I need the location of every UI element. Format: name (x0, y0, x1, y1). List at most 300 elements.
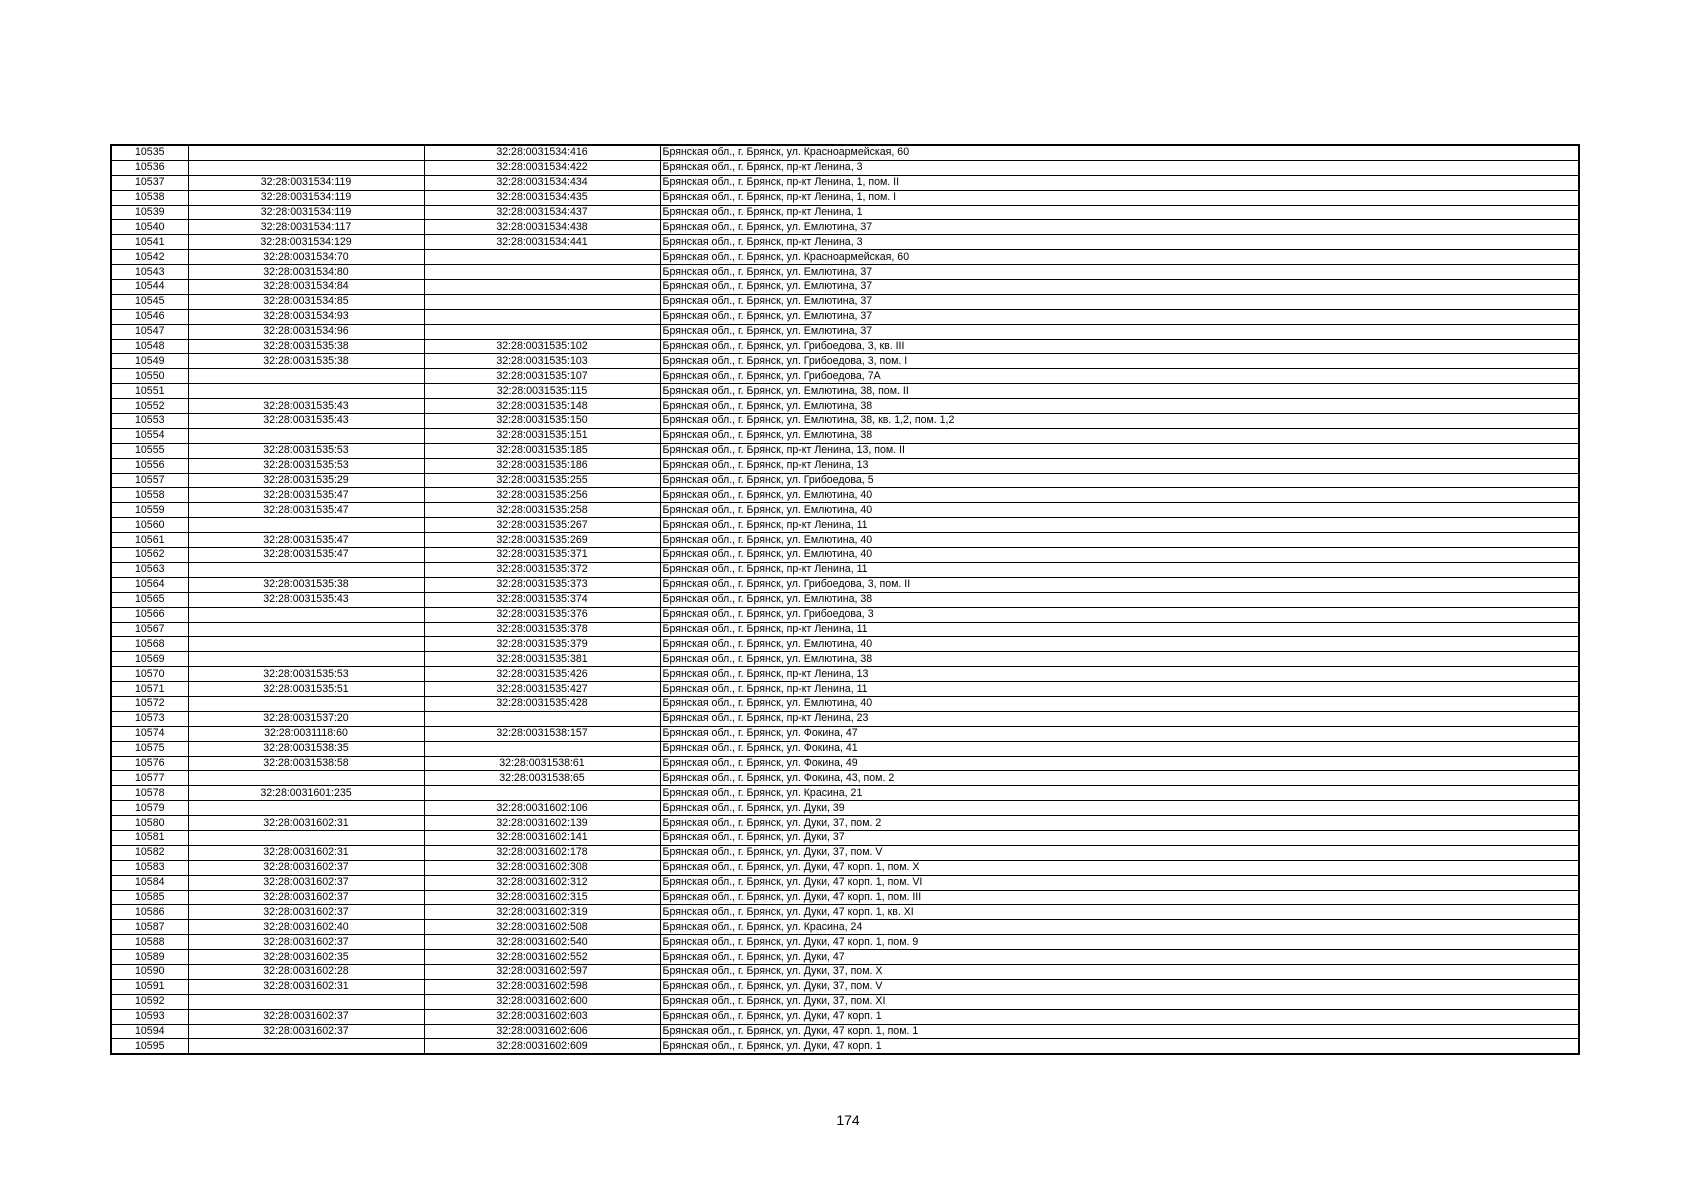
building-number-cell: 32:28:0031535:427 (424, 682, 660, 697)
parcel-number-cell: 32:28:0031534:93 (188, 309, 424, 324)
building-number-cell: 32:28:0031602:603 (424, 1009, 660, 1024)
parcel-number-cell (188, 428, 424, 443)
record-number-cell: 10579 (111, 801, 188, 816)
table-row (111, 488, 1579, 503)
parcel-number-cell: 32:28:0031602:37 (188, 860, 424, 875)
address-cell: Брянская обл., г. Брянск, ул. Грибоедова, 3, пом. I (660, 354, 1579, 369)
parcel-number-cell (188, 830, 424, 845)
table-row (111, 786, 1579, 801)
address-cell: Брянская обл., г. Брянск, ул. Емлютина, 40 (660, 533, 1579, 548)
table-row (111, 637, 1579, 652)
address-cell: Брянская обл., г. Брянск, пр-кт Ленина, 13 (660, 458, 1579, 473)
table-row (111, 280, 1579, 295)
address-cell: Брянская обл., г. Брянск, ул. Емлютина, 37 (660, 294, 1579, 309)
building-number-cell: 32:28:0031602:315 (424, 890, 660, 905)
address-cell: Брянская обл., г. Брянск, ул. Красноармейская, 60 (660, 250, 1579, 265)
parcel-number-cell: 32:28:0031538:58 (188, 756, 424, 771)
table-row (111, 428, 1579, 443)
record-number-cell: 10555 (111, 443, 188, 458)
building-number-cell (424, 711, 660, 726)
table-row (111, 145, 1579, 160)
table-row (111, 726, 1579, 741)
record-number-cell: 10584 (111, 875, 188, 890)
parcel-number-cell: 32:28:0031535:53 (188, 458, 424, 473)
table-row (111, 711, 1579, 726)
address-cell: Брянская обл., г. Брянск, ул. Емлютина, 40 (660, 548, 1579, 563)
record-number-cell: 10592 (111, 994, 188, 1009)
record-number-cell: 10570 (111, 667, 188, 682)
building-number-cell: 32:28:0031602:540 (424, 935, 660, 950)
address-cell: Брянская обл., г. Брянск, пр-кт Ленина, 1, пом. I (660, 190, 1579, 205)
record-number-cell: 10548 (111, 339, 188, 354)
record-number-cell: 10572 (111, 696, 188, 711)
address-cell: Брянская обл., г. Брянск, ул. Дуки, 37, пом. V (660, 845, 1579, 860)
building-number-cell (424, 265, 660, 280)
parcel-number-cell (188, 637, 424, 652)
table-row (111, 682, 1579, 697)
parcel-number-cell: 32:28:0031602:37 (188, 875, 424, 890)
building-number-cell: 32:28:0031535:381 (424, 652, 660, 667)
building-number-cell (424, 280, 660, 295)
address-cell: Брянская обл., г. Брянск, ул. Грибоедова, 7А (660, 369, 1579, 384)
record-number-cell: 10578 (111, 786, 188, 801)
record-number-cell: 10565 (111, 592, 188, 607)
building-number-cell: 32:28:0031534:434 (424, 175, 660, 190)
building-number-cell: 32:28:0031602:139 (424, 816, 660, 831)
table-row (111, 384, 1579, 399)
record-number-cell: 10586 (111, 905, 188, 920)
parcel-number-cell: 32:28:0031602:37 (188, 1009, 424, 1024)
address-cell: Брянская обл., г. Брянск, ул. Емлютина, 37 (660, 265, 1579, 280)
address-cell: Брянская обл., г. Брянск, ул. Емлютина, 38, кв. 1,2, пом. 1,2 (660, 414, 1579, 429)
address-cell: Брянская обл., г. Брянск, пр-кт Ленина, 11 (660, 682, 1579, 697)
building-number-cell: 32:28:0031602:308 (424, 860, 660, 875)
record-number-cell: 10544 (111, 280, 188, 295)
building-number-cell: 32:28:0031535:185 (424, 443, 660, 458)
parcel-number-cell: 32:28:0031537:20 (188, 711, 424, 726)
table-row (111, 533, 1579, 548)
address-cell: Брянская обл., г. Брянск, пр-кт Ленина, 11 (660, 562, 1579, 577)
address-cell: Брянская обл., г. Брянск, ул. Емлютина, 38 (660, 592, 1579, 607)
address-cell: Брянская обл., г. Брянск, ул. Дуки, 37, пом. X (660, 964, 1579, 979)
building-number-cell: 32:28:0031538:61 (424, 756, 660, 771)
building-number-cell: 32:28:0031535:374 (424, 592, 660, 607)
table-body (111, 145, 1579, 1054)
address-cell: Брянская обл., г. Брянск, ул. Фокина, 47 (660, 726, 1579, 741)
table-row (111, 562, 1579, 577)
address-cell: Брянская обл., г. Брянск, пр-кт Ленина, 23 (660, 711, 1579, 726)
building-number-cell: 32:28:0031602:178 (424, 845, 660, 860)
parcel-number-cell: 32:28:0031602:31 (188, 979, 424, 994)
address-cell: Брянская обл., г. Брянск, пр-кт Ленина, 1, пом. II (660, 175, 1579, 190)
address-cell: Брянская обл., г. Брянск, ул. Фокина, 49 (660, 756, 1579, 771)
address-cell: Брянская обл., г. Брянск, ул. Емлютина, 38 (660, 652, 1579, 667)
building-number-cell: 32:28:0031535:376 (424, 607, 660, 622)
parcel-number-cell: 32:28:0031601:235 (188, 786, 424, 801)
address-cell: Брянская обл., г. Брянск, пр-кт Ленина, 11 (660, 518, 1579, 533)
table-row (111, 950, 1579, 965)
table-row (111, 205, 1579, 220)
building-number-cell: 32:28:0031535:186 (424, 458, 660, 473)
table-row (111, 979, 1579, 994)
building-number-cell: 32:28:0031602:600 (424, 994, 660, 1009)
record-number-cell: 10560 (111, 518, 188, 533)
address-cell: Брянская обл., г. Брянск, ул. Дуки, 47 корп. 1 (660, 1009, 1579, 1024)
table-row (111, 667, 1579, 682)
table-row (111, 607, 1579, 622)
address-cell: Брянская обл., г. Брянск, ул. Емлютина, 40 (660, 637, 1579, 652)
record-number-cell: 10539 (111, 205, 188, 220)
table-row (111, 771, 1579, 786)
table-row (111, 860, 1579, 875)
record-number-cell: 10582 (111, 845, 188, 860)
record-number-cell: 10542 (111, 250, 188, 265)
building-number-cell: 32:28:0031534:437 (424, 205, 660, 220)
building-number-cell: 32:28:0031534:435 (424, 190, 660, 205)
parcel-number-cell (188, 607, 424, 622)
address-cell: Брянская обл., г. Брянск, ул. Дуки, 47 корп. 1 (660, 1039, 1579, 1054)
building-number-cell: 32:28:0031602:606 (424, 1024, 660, 1039)
table-row (111, 309, 1579, 324)
building-number-cell: 32:28:0031535:255 (424, 473, 660, 488)
parcel-number-cell: 32:28:0031534:70 (188, 250, 424, 265)
building-number-cell: 32:28:0031602:508 (424, 920, 660, 935)
parcel-number-cell (188, 384, 424, 399)
address-cell: Брянская обл., г. Брянск, ул. Фокина, 41 (660, 741, 1579, 756)
address-cell: Брянская обл., г. Брянск, ул. Красина, 21 (660, 786, 1579, 801)
table-row (111, 220, 1579, 235)
record-number-cell: 10591 (111, 979, 188, 994)
table-row (111, 414, 1579, 429)
parcel-number-cell (188, 145, 424, 160)
record-number-cell: 10583 (111, 860, 188, 875)
building-number-cell (424, 324, 660, 339)
parcel-number-cell: 32:28:0031535:43 (188, 414, 424, 429)
table-row (111, 250, 1579, 265)
parcel-number-cell: 32:28:0031535:38 (188, 354, 424, 369)
building-number-cell (424, 786, 660, 801)
building-number-cell: 32:28:0031535:107 (424, 369, 660, 384)
table-row (111, 354, 1579, 369)
record-number-cell: 10564 (111, 577, 188, 592)
parcel-number-cell (188, 518, 424, 533)
address-cell: Брянская обл., г. Брянск, ул. Грибоедова, 3, кв. III (660, 339, 1579, 354)
building-number-cell: 32:28:0031535:148 (424, 399, 660, 414)
parcel-number-cell: 32:28:0031602:37 (188, 1024, 424, 1039)
parcel-number-cell: 32:28:0031602:37 (188, 890, 424, 905)
record-number-cell: 10588 (111, 935, 188, 950)
parcel-number-cell: 32:28:0031534:119 (188, 175, 424, 190)
parcel-number-cell: 32:28:0031535:38 (188, 577, 424, 592)
record-number-cell: 10575 (111, 741, 188, 756)
page-number: 174 (836, 1112, 860, 1128)
address-cell: Брянская обл., г. Брянск, ул. Дуки, 37, пом. 2 (660, 816, 1579, 831)
table-row (111, 935, 1579, 950)
parcel-number-cell: 32:28:0031535:47 (188, 488, 424, 503)
record-number-cell: 10576 (111, 756, 188, 771)
parcel-number-cell (188, 994, 424, 1009)
parcel-number-cell: 32:28:0031534:80 (188, 265, 424, 280)
building-number-cell: 32:28:0031602:598 (424, 979, 660, 994)
parcel-number-cell: 32:28:0031535:47 (188, 548, 424, 563)
parcel-number-cell: 32:28:0031534:119 (188, 190, 424, 205)
table-row (111, 399, 1579, 414)
record-number-cell: 10593 (111, 1009, 188, 1024)
building-number-cell: 32:28:0031535:428 (424, 696, 660, 711)
record-number-cell: 10550 (111, 369, 188, 384)
parcel-number-cell: 32:28:0031535:47 (188, 503, 424, 518)
parcel-number-cell: 32:28:0031538:35 (188, 741, 424, 756)
cadastral-table (110, 144, 1580, 1055)
address-cell: Брянская обл., г. Брянск, ул. Грибоедова, 5 (660, 473, 1579, 488)
table-row (111, 622, 1579, 637)
record-number-cell: 10594 (111, 1024, 188, 1039)
table-row (111, 160, 1579, 175)
address-cell: Брянская обл., г. Брянск, ул. Дуки, 37, пом. XI (660, 994, 1579, 1009)
building-number-cell: 32:28:0031535:372 (424, 562, 660, 577)
building-number-cell: 32:28:0031602:141 (424, 830, 660, 845)
record-number-cell: 10577 (111, 771, 188, 786)
table-row (111, 592, 1579, 607)
record-number-cell: 10551 (111, 384, 188, 399)
record-number-cell: 10541 (111, 235, 188, 250)
parcel-number-cell (188, 622, 424, 637)
record-number-cell: 10546 (111, 309, 188, 324)
building-number-cell: 32:28:0031602:609 (424, 1039, 660, 1054)
address-cell: Брянская обл., г. Брянск, ул. Дуки, 47 корп. 1, кв. XI (660, 905, 1579, 920)
building-number-cell: 32:28:0031534:441 (424, 235, 660, 250)
table-row (111, 577, 1579, 592)
address-cell: Брянская обл., г. Брянск, ул. Дуки, 47 корп. 1, пом. X (660, 860, 1579, 875)
table-row (111, 369, 1579, 384)
record-number-cell: 10590 (111, 964, 188, 979)
table-row (111, 175, 1579, 190)
parcel-number-cell (188, 160, 424, 175)
address-cell: Брянская обл., г. Брянск, пр-кт Ленина, 3 (660, 235, 1579, 250)
table-row (111, 190, 1579, 205)
table-row (111, 503, 1579, 518)
address-cell: Брянская обл., г. Брянск, ул. Емлютина, 37 (660, 220, 1579, 235)
building-number-cell (424, 294, 660, 309)
record-number-cell: 10561 (111, 533, 188, 548)
building-number-cell: 32:28:0031535:373 (424, 577, 660, 592)
building-number-cell: 32:28:0031602:552 (424, 950, 660, 965)
record-number-cell: 10538 (111, 190, 188, 205)
table-row (111, 294, 1579, 309)
address-cell: Брянская обл., г. Брянск, ул. Емлютина, 38 (660, 428, 1579, 443)
building-number-cell (424, 741, 660, 756)
address-cell: Брянская обл., г. Брянск, пр-кт Ленина, 11 (660, 622, 1579, 637)
building-number-cell: 32:28:0031602:319 (424, 905, 660, 920)
table-row (111, 875, 1579, 890)
parcel-number-cell (188, 1039, 424, 1054)
record-number-cell: 10553 (111, 414, 188, 429)
address-cell: Брянская обл., г. Брянск, ул. Дуки, 47 корп. 1, пом. III (660, 890, 1579, 905)
address-cell: Брянская обл., г. Брянск, ул. Емлютина, 37 (660, 324, 1579, 339)
address-cell: Брянская обл., г. Брянск, пр-кт Ленина, 13 (660, 667, 1579, 682)
record-number-cell: 10536 (111, 160, 188, 175)
address-cell: Брянская обл., г. Брянск, пр-кт Ленина, 13, пом. II (660, 443, 1579, 458)
parcel-number-cell: 32:28:0031602:31 (188, 816, 424, 831)
address-cell: Брянская обл., г. Брянск, ул. Фокина, 43, пом. 2 (660, 771, 1579, 786)
parcel-number-cell: 32:28:0031535:51 (188, 682, 424, 697)
record-number-cell: 10569 (111, 652, 188, 667)
record-number-cell: 10589 (111, 950, 188, 965)
parcel-number-cell: 32:28:0031602:37 (188, 935, 424, 950)
table-row (111, 458, 1579, 473)
address-cell: Брянская обл., г. Брянск, ул. Грибоедова, 3, пом. II (660, 577, 1579, 592)
building-number-cell: 32:28:0031538:157 (424, 726, 660, 741)
table-row (111, 905, 1579, 920)
address-cell: Брянская обл., г. Брянск, ул. Красина, 24 (660, 920, 1579, 935)
record-number-cell: 10567 (111, 622, 188, 637)
record-number-cell: 10587 (111, 920, 188, 935)
address-cell: Брянская обл., г. Брянск, ул. Емлютина, 38 (660, 399, 1579, 414)
table-row (111, 741, 1579, 756)
address-cell: Брянская обл., г. Брянск, ул. Емлютина, 40 (660, 488, 1579, 503)
record-number-cell: 10574 (111, 726, 188, 741)
record-number-cell: 10580 (111, 816, 188, 831)
record-number-cell: 10562 (111, 548, 188, 563)
parcel-number-cell: 32:28:0031534:96 (188, 324, 424, 339)
parcel-number-cell: 32:28:0031118:60 (188, 726, 424, 741)
record-number-cell: 10568 (111, 637, 188, 652)
record-number-cell: 10540 (111, 220, 188, 235)
building-number-cell: 32:28:0031535:267 (424, 518, 660, 533)
record-number-cell: 10556 (111, 458, 188, 473)
address-cell: Брянская обл., г. Брянск, ул. Дуки, 39 (660, 801, 1579, 816)
table-row (111, 994, 1579, 1009)
table-row (111, 1039, 1579, 1054)
building-number-cell: 32:28:0031538:65 (424, 771, 660, 786)
address-cell: Брянская обл., г. Брянск, ул. Дуки, 47 корп. 1, пом. 1 (660, 1024, 1579, 1039)
building-number-cell: 32:28:0031535:150 (424, 414, 660, 429)
record-number-cell: 10537 (111, 175, 188, 190)
record-number-cell: 10557 (111, 473, 188, 488)
table-row (111, 696, 1579, 711)
parcel-number-cell: 32:28:0031535:47 (188, 533, 424, 548)
table-row (111, 548, 1579, 563)
address-cell: Брянская обл., г. Брянск, ул. Емлютина, 37 (660, 280, 1579, 295)
table-row (111, 830, 1579, 845)
record-number-cell: 10573 (111, 711, 188, 726)
parcel-number-cell: 32:28:0031602:35 (188, 950, 424, 965)
record-number-cell: 10595 (111, 1039, 188, 1054)
building-number-cell: 32:28:0031535:103 (424, 354, 660, 369)
parcel-number-cell: 32:28:0031602:31 (188, 845, 424, 860)
address-cell: Брянская обл., г. Брянск, ул. Красноармейская, 60 (660, 145, 1579, 160)
table-row (111, 265, 1579, 280)
address-cell: Брянская обл., г. Брянск, ул. Дуки, 47 корп. 1, пом. VI (660, 875, 1579, 890)
address-cell: Брянская обл., г. Брянск, ул. Емлютина, 37 (660, 309, 1579, 324)
table-row (111, 756, 1579, 771)
table-row (111, 652, 1579, 667)
table-row (111, 235, 1579, 250)
parcel-number-cell: 32:28:0031534:85 (188, 294, 424, 309)
parcel-number-cell (188, 771, 424, 786)
parcel-number-cell: 32:28:0031535:53 (188, 667, 424, 682)
building-number-cell: 32:28:0031534:438 (424, 220, 660, 235)
parcel-number-cell: 32:28:0031602:37 (188, 905, 424, 920)
building-number-cell (424, 309, 660, 324)
table-row (111, 1009, 1579, 1024)
record-number-cell: 10549 (111, 354, 188, 369)
table-row (111, 890, 1579, 905)
building-number-cell: 32:28:0031534:422 (424, 160, 660, 175)
parcel-number-cell: 32:28:0031602:28 (188, 964, 424, 979)
address-cell: Брянская обл., г. Брянск, ул. Дуки, 47 (660, 950, 1579, 965)
address-cell: Брянская обл., г. Брянск, ул. Емлютина, 40 (660, 696, 1579, 711)
table-row (111, 443, 1579, 458)
address-cell: Брянская обл., г. Брянск, ул. Емлютина, 40 (660, 503, 1579, 518)
table-row (111, 1024, 1579, 1039)
building-number-cell: 32:28:0031602:597 (424, 964, 660, 979)
address-cell: Брянская обл., г. Брянск, ул. Емлютина, 38, пом. II (660, 384, 1579, 399)
table-row (111, 518, 1579, 533)
parcel-number-cell: 32:28:0031534:84 (188, 280, 424, 295)
parcel-number-cell: 32:28:0031535:53 (188, 443, 424, 458)
table-row (111, 920, 1579, 935)
parcel-number-cell: 32:28:0031602:40 (188, 920, 424, 935)
record-number-cell: 10585 (111, 890, 188, 905)
building-number-cell: 32:28:0031535:378 (424, 622, 660, 637)
record-number-cell: 10552 (111, 399, 188, 414)
record-number-cell: 10559 (111, 503, 188, 518)
parcel-number-cell: 32:28:0031535:43 (188, 399, 424, 414)
parcel-number-cell: 32:28:0031535:29 (188, 473, 424, 488)
building-number-cell: 32:28:0031535:269 (424, 533, 660, 548)
address-cell: Брянская обл., г. Брянск, ул. Дуки, 37, пом. V (660, 979, 1579, 994)
record-number-cell: 10563 (111, 562, 188, 577)
parcel-number-cell: 32:28:0031535:43 (188, 592, 424, 607)
record-number-cell: 10581 (111, 830, 188, 845)
building-number-cell: 32:28:0031535:102 (424, 339, 660, 354)
parcel-number-cell (188, 652, 424, 667)
address-cell: Брянская обл., г. Брянск, ул. Дуки, 37 (660, 830, 1579, 845)
address-cell: Брянская обл., г. Брянск, ул. Грибоедова, 3 (660, 607, 1579, 622)
parcel-number-cell (188, 801, 424, 816)
table-row (111, 816, 1579, 831)
record-number-cell: 10535 (111, 145, 188, 160)
building-number-cell: 32:28:0031535:151 (424, 428, 660, 443)
building-number-cell: 32:28:0031535:258 (424, 503, 660, 518)
record-number-cell: 10545 (111, 294, 188, 309)
building-number-cell: 32:28:0031535:426 (424, 667, 660, 682)
building-number-cell: 32:28:0031534:416 (424, 145, 660, 160)
building-number-cell: 32:28:0031602:312 (424, 875, 660, 890)
building-number-cell: 32:28:0031535:371 (424, 548, 660, 563)
table-row (111, 473, 1579, 488)
table-row (111, 845, 1579, 860)
table-row (111, 801, 1579, 816)
building-number-cell: 32:28:0031602:106 (424, 801, 660, 816)
building-number-cell: 32:28:0031535:115 (424, 384, 660, 399)
building-number-cell (424, 250, 660, 265)
parcel-number-cell (188, 562, 424, 577)
parcel-number-cell: 32:28:0031534:119 (188, 205, 424, 220)
building-number-cell: 32:28:0031535:379 (424, 637, 660, 652)
parcel-number-cell: 32:28:0031534:129 (188, 235, 424, 250)
table-row (111, 324, 1579, 339)
record-number-cell: 10571 (111, 682, 188, 697)
record-number-cell: 10543 (111, 265, 188, 280)
parcel-number-cell: 32:28:0031534:117 (188, 220, 424, 235)
record-number-cell: 10547 (111, 324, 188, 339)
address-cell: Брянская обл., г. Брянск, пр-кт Ленина, 1 (660, 205, 1579, 220)
building-number-cell: 32:28:0031535:256 (424, 488, 660, 503)
address-cell: Брянская обл., г. Брянск, ул. Дуки, 47 корп. 1, пом. 9 (660, 935, 1579, 950)
address-cell: Брянская обл., г. Брянск, пр-кт Ленина, 3 (660, 160, 1579, 175)
